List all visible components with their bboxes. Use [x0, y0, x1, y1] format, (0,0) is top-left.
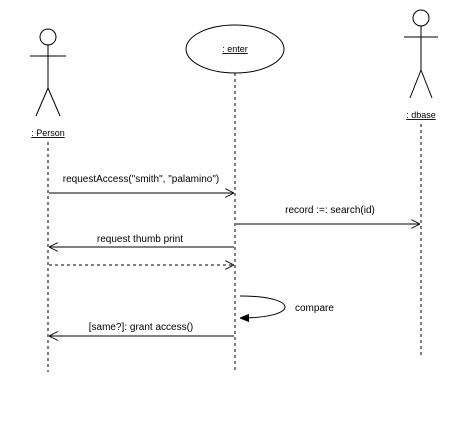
message-grant-access [49, 322, 234, 336]
message-request-access-label: requestAccess("smith", "palamino") [62, 174, 220, 185]
message-compare-arrow [240, 296, 285, 318]
message-compare-label: compare [295, 303, 334, 314]
dbase-actor-icon [404, 10, 438, 98]
participant-dbase-label: : dbase [406, 110, 436, 120]
participant-enter-label: : enter [222, 44, 248, 54]
message-search-label: record :=: search(id) [285, 205, 375, 216]
message-search [236, 205, 420, 224]
participant-enter [186, 25, 284, 372]
message-grant-access-label: [same?]: grant access() [88, 322, 194, 333]
participant-person-label: : Person [31, 128, 65, 138]
message-request-access [49, 174, 234, 193]
message-compare [240, 296, 334, 318]
message-request-thumb-print [49, 234, 234, 247]
person-actor-icon [30, 29, 66, 116]
participant-dbase [404, 10, 438, 358]
message-request-thumb-print-label: request thumb print [96, 234, 184, 245]
participant-person [30, 29, 66, 372]
